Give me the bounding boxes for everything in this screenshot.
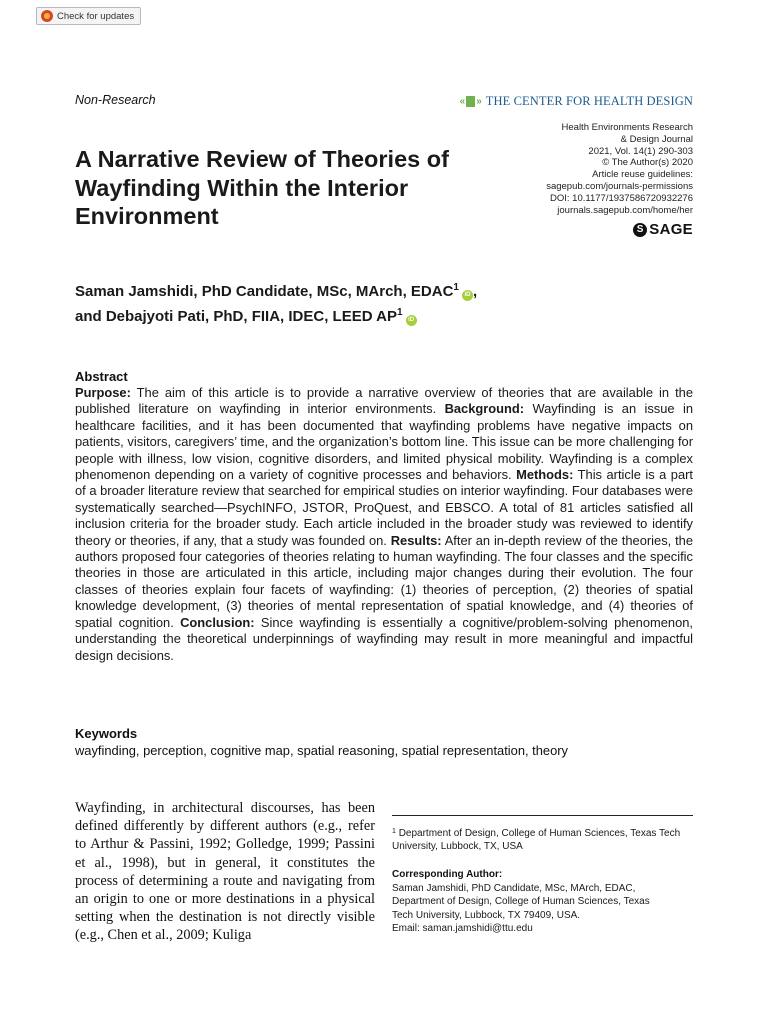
results-text: After an in-depth review of the theories, the authors proposed four categories of theories relating to human wayfinding. The four classes and the specific theories in those are articulated in this article, including major changes during their evolution. The four classes of theories explain four facets of wayfinding: (1) theories of perception, (2) theories of spatial knowledge development, (3) theories of mental representation of spatial knowledge, and (4) theories of spatial cognition. xyxy=(75,532,693,630)
corr-email[interactable]: Email: saman.jamshidi@ttu.edu xyxy=(392,923,533,935)
body-paragraph: Wayfinding, in architectural discourses, has been defined differently by different authors (e.g., refer to Arthur & Passini, 1992; Golledge, 1999; Passini et al., 1998), but in general, it constitutes the process of determining a route and navigating from an origin to one or more destinations in a physical setting when the destination is not directly visible (e.g., Chen et al., 2009; Kuliga xyxy=(75,800,375,944)
keywords-heading: Keywords xyxy=(75,726,138,741)
reuse-link[interactable]: sagepub.com/journals-permissions xyxy=(546,180,693,192)
publisher-logo xyxy=(460,94,693,109)
article-title: A Narrative Review of Theories of Wayfinding Within the Interior Environment xyxy=(75,146,449,229)
journal-volume: 2021, Vol. 14(1) 290-303 xyxy=(588,145,693,157)
author-1-name[interactable]: Saman Jamshidi, PhD Candidate, MSc, MArch, EDAC xyxy=(75,283,454,300)
background-text: Wayfinding is an issue in healthcare facilities, and it has been documented that wayfinding problems have negative impacts on patients, visitors, caregivers’ time, and the organization’s bottom line. This issue can be more challenging for people with illness, low vision, cognitive disorders, and limited physical mobility. Wayfinding is a complex phenomenon depending on a variety of cognitive processes and behaviors. xyxy=(75,401,693,483)
sage-logo-icon: S xyxy=(633,223,647,237)
author-1-affiliation-sup: 1 xyxy=(453,282,459,293)
corr-line-1: Saman Jamshidi, PhD Candidate, MSc, MArch, EDAC, xyxy=(392,883,636,894)
check-for-updates-button[interactable] xyxy=(36,7,141,25)
abstract-heading: Abstract xyxy=(75,369,128,384)
corr-line-2: Department of Design, College of Human Sciences, Texas xyxy=(392,896,650,908)
health-design-logo-icon: « » xyxy=(459,95,482,107)
conclusion-label: Conclusion: xyxy=(180,614,255,630)
corresponding-author-heading: Corresponding Author: xyxy=(392,869,503,880)
journal-name-line1: Health Environments Research xyxy=(561,122,693,133)
section-label: Non-Research xyxy=(75,93,156,107)
methods-text: This article is a part of a broader literature review that searched for empirical studies on interior wayfinding. Four databases were systematically searched—PsychINFO, JSTOR, ProQuest, and EBSCO. A total of 81 articles satisfied all inclusion criteria for the broader study. Each article included in the broader study was reviewed to identify theory or theories, if any, that a study was founded on. xyxy=(75,467,693,548)
check-for-updates-label: Check for updates xyxy=(57,10,135,22)
corr-line-3: Tech University, Lubbock, TX 79409, USA. xyxy=(392,909,581,921)
purpose-text: The aim of this article is to provide a narrative overview of theories that are available in the published literature on wayfinding in interior environments. xyxy=(75,385,693,417)
copyright: © The Author(s) 2020 xyxy=(602,157,693,169)
background-label: Background: xyxy=(444,401,525,417)
author-1-separator: , xyxy=(472,283,478,300)
keywords-list: wayfinding, perception, cognitive map, spatial reasoning, spatial representation, theory xyxy=(75,743,568,758)
results-label: Results: xyxy=(390,532,442,548)
author-line-2 xyxy=(75,302,635,327)
methods-label: Methods: xyxy=(516,467,574,483)
orcid-icon[interactable]: iD xyxy=(462,290,473,301)
author-list xyxy=(75,277,635,327)
sage-logo-text: SAGE xyxy=(649,221,693,238)
journal-meta xyxy=(493,122,693,216)
crossmark-icon xyxy=(41,10,53,22)
author-2-name[interactable]: and Debajyoti Pati, PhD, FIIA, IDEC, LEED AP xyxy=(75,308,397,325)
doi-link[interactable]: DOI: 10.1177/1937586720932276 xyxy=(550,192,693,204)
footnote-divider xyxy=(392,815,693,816)
author-2-affiliation-sup: 1 xyxy=(397,307,403,318)
orcid-icon[interactable]: iD xyxy=(406,315,417,326)
journal-link[interactable]: journals.sagepub.com/home/her xyxy=(557,204,693,216)
corresponding-author-details xyxy=(392,882,693,936)
reuse-label: Article reuse guidelines: xyxy=(592,169,693,181)
conclusion-text: Since wayfinding is essentially a cognitive/problem-solving phenomenon, understanding the theoretical underpinnings of wayfinding may result in more meaningful and impactful design decisions. xyxy=(75,614,693,663)
footnote-text: Department of Design, College of Human Sciences, Texas Tech University, Lubbock, TX, USA xyxy=(392,828,681,852)
author-line-1 xyxy=(75,277,635,302)
abstract-body xyxy=(75,385,693,664)
affiliation-footnote xyxy=(392,825,693,853)
footnote-sup: 1 xyxy=(392,828,396,835)
sage-logo xyxy=(633,221,693,238)
purpose-label: Purpose: xyxy=(75,385,131,400)
journal-name-line2: & Design Journal xyxy=(620,133,693,145)
publisher-logo-text: THE CENTER FOR HEALTH DESIGN xyxy=(485,94,693,108)
